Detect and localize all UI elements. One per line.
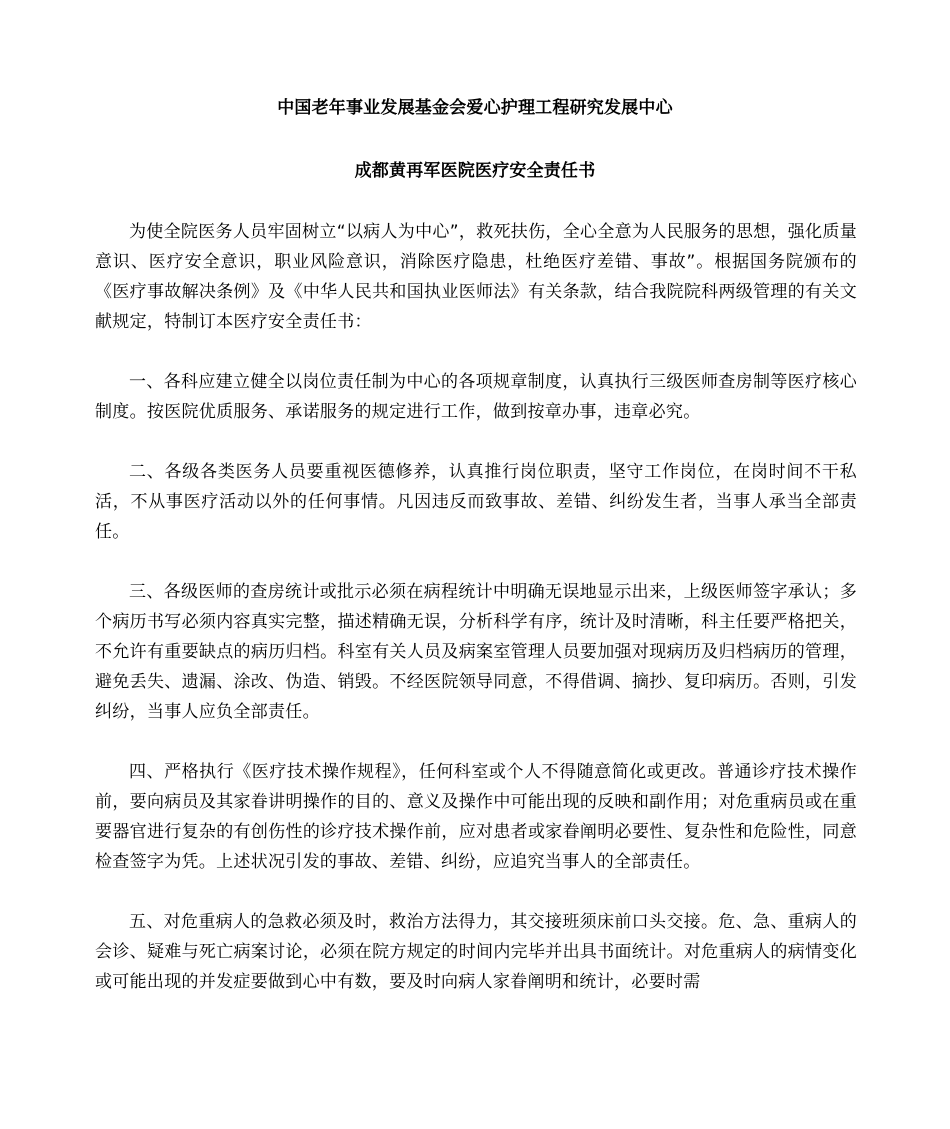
document-title: 成都黄再军医院医疗安全责任书	[354, 161, 596, 181]
clause-5-paragraph: 五、对危重病人的急救必须及时，救治方法得力，其交接班须床前口头交接。危、急、重病人的会诊、疑难与死亡病案讨论，必须在院方规定的时间内完毕并出具书面统计。对危重病人的病情变化或可能出现的并发症要做到心中有数，要及时向病人家眷阐明和统计，必要时需	[95, 912, 857, 992]
clause-2-paragraph: 二、各级各类医务人员要重视医德修养，认真推行岗位职责，坚守工作岗位，在岗时间不干私活，不从事医疗活动以外的任何事情。凡因违反而致事故、差错、纠纷发生者，当事人承当全部责任。	[95, 462, 857, 542]
intro-paragraph: 为使全院医务人员牢固树立“以病人为中心”，救死扶伤，全心全意为人民服务的思想，强化质量意识、医疗安全意识，职业风险意识，消除医疗隐患，杜绝医疗差错、事故”。根据国务院颁布的《医疗事故解决条例》及《中华人民共和国执业医师法》有关条款，结合我院院科两级管理的有关文献规定，特制订本医疗安全责任书：	[95, 222, 857, 332]
organization-title: 中国老年事业发展基金会爱心护理工程研究发展中心	[277, 98, 673, 118]
clause-1-paragraph: 一、各科应建立健全以岗位责任制为中心的各项规章制度，认真执行三级医师查房制等医疗核心制度。按医院优质服务、承诺服务的规定进行工作，做到按章办事，违章必究。	[95, 372, 857, 422]
clause-3-paragraph: 三、各级医师的查房统计或批示必须在病程统计中明确无误地显示出来，上级医师签字承认；多个病历书写必须内容真实完整，描述精确无误，分析科学有序，统计及时清晰，科主任要严格把关，不允许有重要缺点的病历归档。科室有关人员及病案室管理人员要加强对现病历及归档病历的管理，避免丢失、遗漏、涂改、伪造、销毁。不经医院领导同意，不得借调、摘抄、复印病历。否则，引发纠纷，当事人应负全部责任。	[95, 582, 857, 722]
document-body	[95, 217, 857, 1027]
clause-4-paragraph: 四、严格执行《医疗技术操作规程》，任何科室或个人不得随意简化或更改。普通诊疗技术操作前，要向病员及其家眷讲明操作的目的、意义及操作中可能出现的反映和副作用；对危重病员或在重要器官进行复杂的有创伤性的诊疗技术操作前，应对患者或家眷阐明必要性、复杂性和危险性，同意检查签字为凭。上述状况引发的事故、差错、纠纷，应追究当事人的全部责任。	[95, 762, 857, 872]
